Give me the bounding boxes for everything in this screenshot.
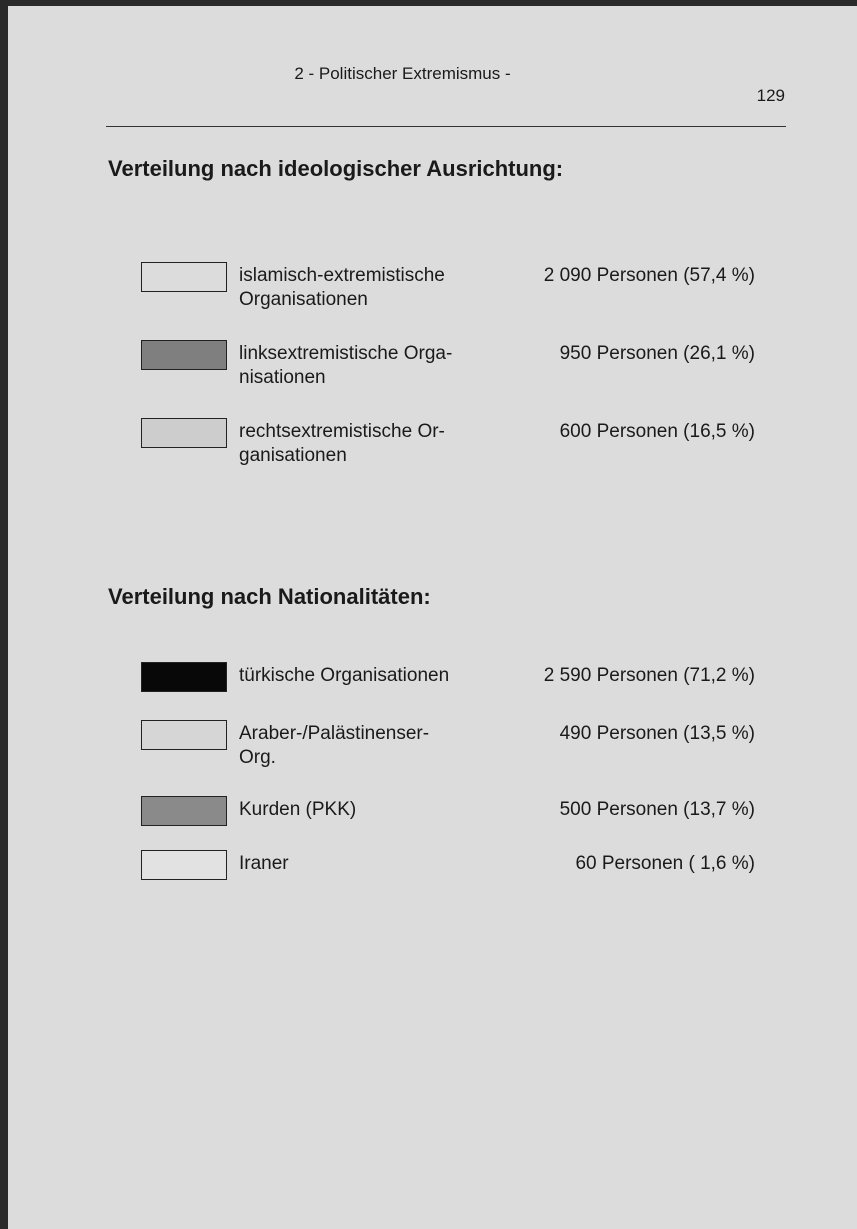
legend-value: 2 590 Personen (71,2 %) <box>543 665 755 686</box>
legend-swatch <box>141 850 227 880</box>
legend-swatch <box>141 262 227 292</box>
legend-row-ideology-3 <box>141 418 761 478</box>
legend-row-nationality-1 <box>141 662 761 722</box>
heading-ideology: Verteilung nach ideologischer Ausrichtung: <box>108 156 564 181</box>
legend-row-nationality-3 <box>141 796 761 856</box>
legend-label: linksextremistische Orga- nisationen <box>239 343 453 388</box>
legend-label: Iraner <box>239 853 289 874</box>
legend-row-ideology-1 <box>141 262 761 322</box>
legend-label: islamisch-extremistische Organisationen <box>239 265 445 310</box>
legend-label: türkische Organisationen <box>239 665 450 686</box>
legend-row-nationality-4 <box>141 850 761 910</box>
legend-label: rechtsextremistische Or- ganisationen <box>239 421 445 466</box>
legend-row-ideology-2 <box>141 340 761 400</box>
legend-row-nationality-2 <box>141 720 761 780</box>
legend-value: 490 Personen (13,5 %) <box>559 723 755 744</box>
legend-swatch <box>141 662 227 692</box>
legend-swatch <box>141 720 227 750</box>
legend-swatch <box>141 340 227 370</box>
legend-swatch <box>141 418 227 448</box>
running-title: 2 - Politischer Extremismus - <box>294 64 511 83</box>
legend-label: Kurden (PKK) <box>239 799 357 820</box>
heading-nationality: Verteilung nach Nationalitäten: <box>108 584 431 609</box>
legend-label: Araber-/Palästinenser- Org. <box>239 723 430 768</box>
legend-value: 500 Personen (13,7 %) <box>559 799 755 820</box>
document-page <box>8 6 857 1229</box>
legend-value: 2 090 Personen (57,4 %) <box>543 265 755 286</box>
legend-swatch <box>141 796 227 826</box>
page-number: 129 <box>756 86 785 105</box>
header-rule <box>106 126 786 127</box>
legend-value: 600 Personen (16,5 %) <box>559 421 755 442</box>
legend-value: 60 Personen ( 1,6 %) <box>575 853 755 874</box>
legend-value: 950 Personen (26,1 %) <box>559 343 755 364</box>
